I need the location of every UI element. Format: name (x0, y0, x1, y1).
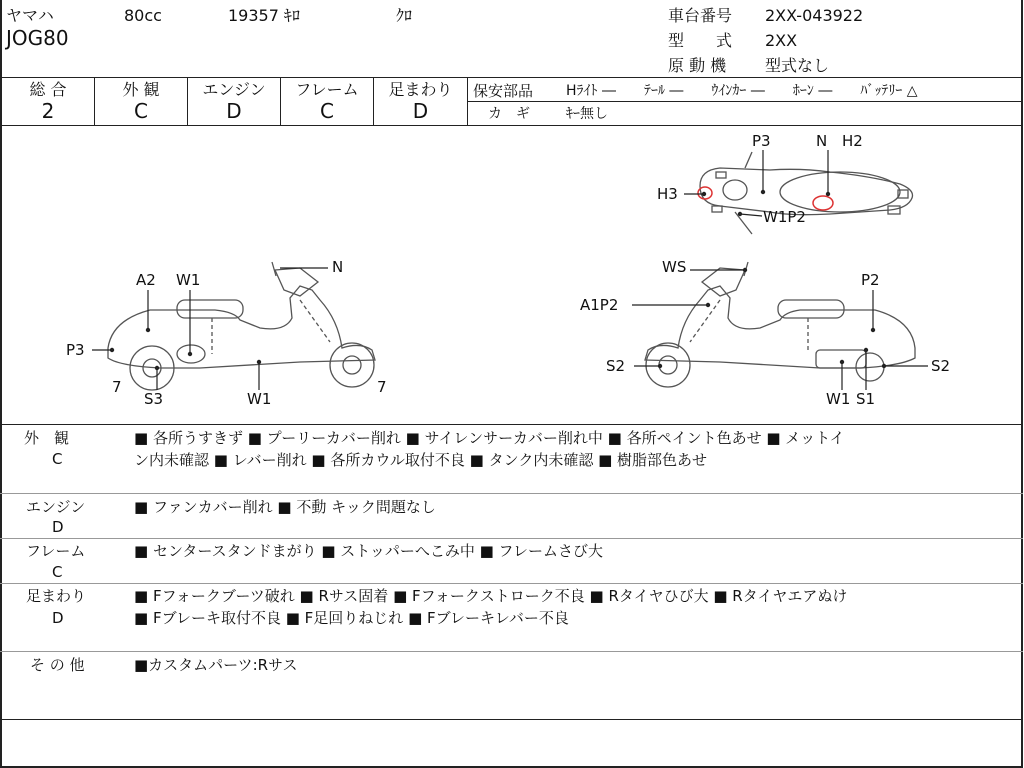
engine-type-value: 型式なし (765, 56, 830, 75)
section-frame-grade: C (52, 563, 63, 581)
grade-frame-value: C (320, 99, 334, 123)
type-value: 2XX (765, 31, 798, 50)
scooter-top-view (700, 152, 913, 234)
section-frame-line-1: ■ センタースタンドまがり ■ ストッパーへこみ中 ■ フレームさび大 (134, 542, 603, 560)
damage-mark-h2 (813, 196, 833, 210)
grade-frame-label: フレーム (295, 80, 359, 99)
label-right-ws: WS (662, 258, 687, 276)
section-suspension-line-2: ■ Fブレーキ取付不良 ■ F足回りねじれ ■ Fブレーキレバー不良 (134, 609, 569, 627)
grade-overall-label: 総 合 (29, 80, 67, 99)
frame-number-label: 車台番号 (668, 6, 733, 25)
section-engine-title: エンジン (26, 498, 86, 516)
maker-name: ヤマハ (6, 6, 54, 25)
section-other-title: そ の 他 (30, 656, 85, 674)
safety-parts-items: Hﾗｲﾄ ― ﾃｰﾙ ― ｳｲﾝｶｰ ― ﾎｰﾝ ― ﾊﾞｯﾃﾘｰ △ (566, 83, 918, 99)
grade-engine-label: エンジン (202, 80, 266, 99)
label-top-p3: P3 (752, 132, 771, 150)
label-left-a2: A2 (136, 271, 156, 289)
label-right-s2a: S2 (606, 357, 626, 375)
grade-suspension-label: 足まわり (388, 80, 453, 99)
key-label: カ ギ (488, 106, 530, 122)
label-right-s1: S1 (856, 390, 876, 408)
label-right-w1: W1 (826, 390, 851, 408)
label-left-w1b: W1 (247, 390, 272, 408)
section-engine-grade: D (52, 518, 64, 536)
label-left-7b: 7 (377, 378, 387, 396)
safety-parts-label: 保安部品 (473, 82, 534, 100)
frame-number: 2XX-043922 (765, 6, 864, 25)
label-top-w1p2: W1P2 (763, 208, 806, 226)
grade-engine-value: D (226, 99, 242, 123)
label-right-p2: P2 (861, 271, 880, 289)
section-suspension-line-1: ■ Fフォークブーツ破れ ■ Rサス固着 ■ Fフォークストローク不良 ■ Rタイヤひび大 ■ Rタイヤエアぬけ (134, 587, 848, 605)
label-left-w1: W1 (176, 271, 201, 289)
section-frame-title: フレーム (26, 542, 86, 560)
label-top-n: N (816, 132, 828, 150)
grade-overall-value: 2 (41, 99, 55, 123)
displacement: 80cc (124, 6, 162, 25)
color: ｸﾛ (396, 6, 413, 25)
label-left-n: N (332, 258, 344, 276)
section-exterior-line-1: ■ 各所うすきず ■ プーリーカバー削れ ■ サイレンサーカバー削れ中 ■ 各所ペイント色あせ ■ メットイ (134, 429, 845, 447)
type-label: 型 式 (668, 31, 733, 50)
scooter-damage-diagram (0, 126, 1022, 424)
section-exterior-grade: C (52, 450, 63, 468)
grade-exterior-value: C (134, 99, 148, 123)
engine-type-label: 原 動 機 (668, 56, 727, 75)
mileage: 19357 ｷﾛ (228, 6, 300, 25)
section-suspension-title: 足まわり (26, 587, 87, 605)
section-suspension-grade: D (52, 609, 64, 627)
label-left-s3: S3 (144, 390, 164, 408)
grade-exterior-label: 外 観 (122, 80, 160, 99)
label-left-p3: P3 (66, 341, 85, 359)
label-right-a1p2: A1P2 (580, 296, 619, 314)
section-exterior-title: 外 観 (24, 429, 70, 447)
section-engine-line-1: ■ ファンカバー削れ ■ 不動 キック問題なし (134, 498, 436, 516)
key-value: ｷｰ無し (566, 106, 608, 122)
label-top-h3: H3 (657, 185, 678, 203)
model-name: JOG80 (6, 26, 69, 50)
label-left-7a: 7 (112, 378, 122, 396)
grade-suspension-value: D (412, 99, 429, 123)
section-exterior-line-2: ン内未確認 ■ レバー削れ ■ 各所カウル取付不良 ■ タンク内未確認 ■ 樹脂部色あせ (134, 451, 708, 469)
label-right-s2b: S2 (931, 357, 951, 375)
label-top-h2: H2 (842, 132, 863, 150)
section-other-line-1: ■カスタムパーツ:Rサス (134, 656, 298, 674)
